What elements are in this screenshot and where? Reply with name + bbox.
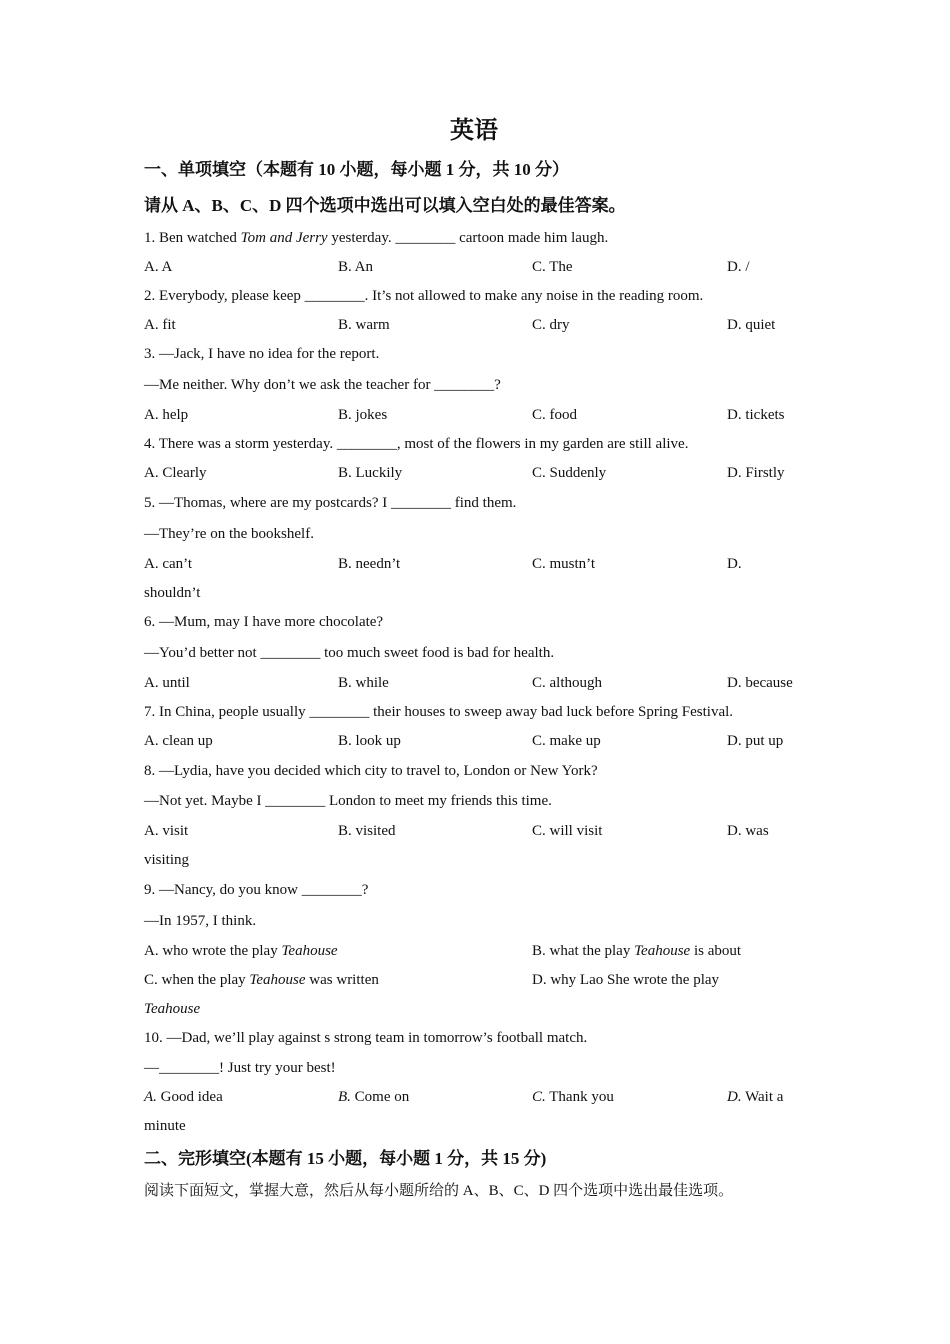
q5-option-d: D. [727,556,742,572]
q8-option-d-wrap: visiting [144,852,190,868]
q9-option-d-wrap: Teahouse [144,1001,201,1017]
q10-option-d: D. Wait a [727,1089,784,1105]
question-7-stem: 7. In China, people usually ________ their houses to sweep away bad luck before Spring Festival. [144,704,734,720]
question-8-stem: 8. —Lydia, have you decided which city to travel to, London or New York? [144,763,598,779]
q8-option-b: B. visited [338,823,396,839]
q10-option-d-wrap: minute [144,1118,186,1134]
section2-instruction: 阅读下面短文，掌握大意，然后从每小题所给的 A、B、C、D 四个选项中选出最佳选项。 [144,1183,734,1199]
q6-option-c: C. although [532,675,602,691]
q9-option-b: B. what the play Teahouse is about [532,943,742,959]
q7-option-b: B. look up [338,733,401,749]
q3-option-a: A. help [144,407,189,423]
q2-option-b: B. warm [338,317,390,333]
section2-heading: 二、完形填空(本题有 15 小题，每小题 1 分，共 15 分) [144,1149,547,1168]
q8-option-c: C. will visit [532,823,603,839]
q6-option-a: A. until [144,675,190,691]
section1-instruction: 请从 A、B、C、D 四个选项中选出可以填入空白处的最佳答案。 [144,196,626,215]
question-1-stem: 1. Ben watched Tom and Jerry yesterday. ________ cartoon made him laugh. [144,230,609,246]
q3-option-b: B. jokes [338,407,388,423]
q5-option-b: B. needn’t [338,556,401,572]
q9-option-c: C. when the play Teahouse was written [144,972,379,988]
question-10-reply: —________! Just try your best! [144,1060,336,1076]
q10-option-b: B. Come on [338,1089,410,1105]
question-10-stem: 10. —Dad, we’ll play against s strong team in tomorrow’s football match. [144,1030,588,1046]
q1-option-b: B. An [338,259,374,275]
q4-option-d: D. Firstly [727,465,785,481]
q3-option-c: C. food [532,407,577,423]
question-8-reply: —Not yet. Maybe I ________ London to meet my friends this time. [144,793,552,809]
q1-option-d: D. / [727,259,750,275]
q7-option-c: C. make up [532,733,601,749]
section1-heading: 一、单项填空（本题有 10 小题，每小题 1 分，共 10 分） [144,160,569,179]
q2-option-c: C. dry [532,317,570,333]
q3-option-d: D. tickets [727,407,785,423]
q1-option-c: C. The [532,259,573,275]
q4-option-c: C. Suddenly [532,465,607,481]
q7-option-d: D. put up [727,733,784,749]
q10-option-c: C. Thank you [532,1089,614,1105]
page-title: 英语 [450,118,498,144]
question-9-stem: 9. —Nancy, do you know ________? [144,882,369,898]
q2-option-a: A. fit [144,317,176,333]
q5-option-a: A. can’t [144,556,193,572]
q4-option-b: B. Luckily [338,465,403,481]
q8-option-d: D. was [727,823,769,839]
question-5-reply: —They’re on the bookshelf. [144,526,314,542]
q6-option-b: B. while [338,675,389,691]
q10-option-a: A. Good idea [144,1089,223,1105]
q1-option-a: A. A [144,259,173,275]
q5-option-d-wrap: shouldn’t [144,585,201,601]
question-3-stem: 3. —Jack, I have no idea for the report. [144,346,380,362]
question-3-reply: —Me neither. Why don’t we ask the teacher for ________? [144,377,501,393]
q2-option-d: D. quiet [727,317,776,333]
question-4-stem: 4. There was a storm yesterday. ________, most of the flowers in my garden are still alive. [144,436,689,452]
q7-option-a: A. clean up [144,733,213,749]
q8-option-a: A. visit [144,823,189,839]
question-9-reply: —In 1957, I think. [144,913,257,929]
question-6-stem: 6. —Mum, may I have more chocolate? [144,614,384,630]
question-6-reply: —You’d better not ________ too much sweet food is bad for health. [144,645,555,661]
question-5-stem: 5. —Thomas, where are my postcards? I ________ find them. [144,495,517,511]
question-2-stem: 2. Everybody, please keep ________. It’s not allowed to make any noise in the reading room. [144,288,704,304]
q5-option-c: C. mustn’t [532,556,596,572]
q4-option-a: A. Clearly [144,465,207,481]
q6-option-d: D. because [727,675,793,691]
q9-option-d: D. why Lao She wrote the play [532,972,720,988]
q9-option-a: A. who wrote the play Teahouse [144,943,338,959]
